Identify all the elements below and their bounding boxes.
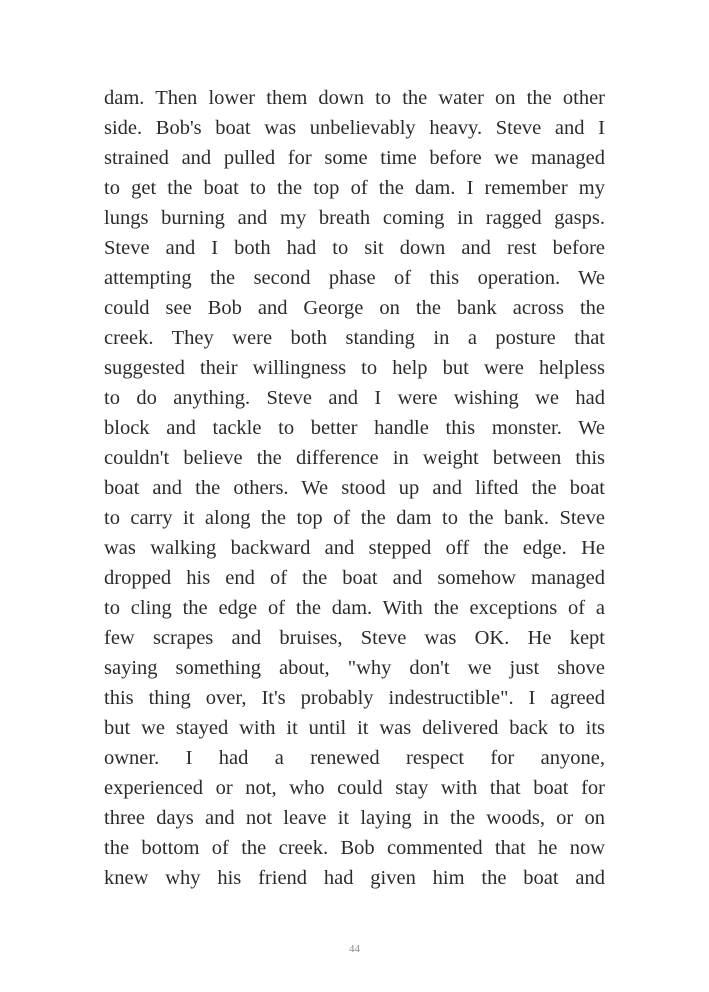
text-line: strained and pulled for some time before we managed — [104, 147, 605, 169]
text-line: side. Bob's boat was unbelievably heavy. Steve and I — [104, 117, 605, 139]
text-line: to get the boat to the top of the dam. I remember my — [104, 177, 605, 199]
text-line: three days and not leave it laying in the woods, or on — [104, 807, 605, 829]
text-line: few scrapes and bruises, Steve was OK. He kept — [104, 627, 605, 649]
body-paragraph — [104, 83, 605, 893]
text-line: attempting the second phase of this operation. We — [104, 267, 605, 289]
text-line: the bottom of the creek. Bob commented that he now — [104, 837, 605, 859]
text-line: to do anything. Steve and I were wishing we had — [104, 387, 605, 409]
text-line: to cling the edge of the dam. With the exceptions of a — [104, 597, 605, 619]
text-line: couldn't believe the difference in weight between this — [104, 447, 605, 469]
text-line: dam. Then lower them down to the water on the other — [104, 87, 605, 109]
text-line: knew why his friend had given him the boat and — [104, 867, 605, 889]
text-line: experienced or not, who could stay with that boat for — [104, 777, 605, 799]
text-line: this thing over, It's probably indestructible". I agreed — [104, 687, 605, 709]
text-line: block and tackle to better handle this monster. We — [104, 417, 605, 439]
text-line: was walking backward and stepped off the edge. He — [104, 537, 605, 559]
text-line: owner. I had a renewed respect for anyone, — [104, 747, 605, 769]
text-line: to carry it along the top of the dam to the bank. Steve — [104, 507, 605, 529]
text-line: Steve and I both had to sit down and rest before — [104, 237, 605, 259]
text-line: saying something about, "why don't we just shove — [104, 657, 605, 679]
page-number: 44 — [349, 943, 360, 955]
text-line: suggested their willingness to help but were helpless — [104, 357, 605, 379]
text-line: lungs burning and my breath coming in ragged gasps. — [104, 207, 605, 229]
text-line: creek. They were both standing in a posture that — [104, 327, 605, 349]
text-line: but we stayed with it until it was delivered back to its — [104, 717, 605, 739]
text-line: dropped his end of the boat and somehow managed — [104, 567, 605, 589]
text-line: could see Bob and George on the bank across the — [104, 297, 605, 319]
text-line: boat and the others. We stood up and lifted the boat — [104, 477, 605, 499]
